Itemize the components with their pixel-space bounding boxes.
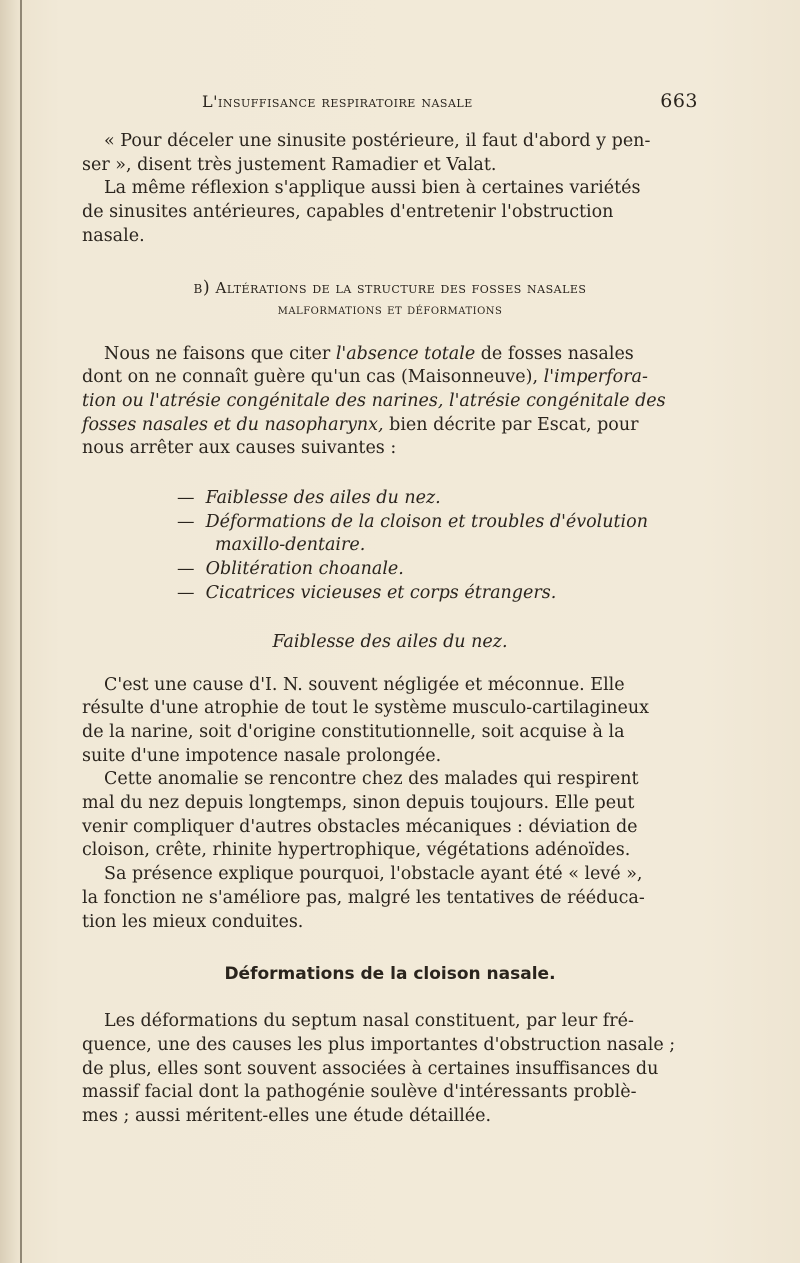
page-content	[82, 92, 698, 1129]
text-line: mal du nez depuis longtemps, sinon depuis toujours. Elle peut	[82, 793, 635, 814]
text-line: dont on ne connaît guère qu'un cas (Maisonneuve), l'imperfora-	[82, 367, 648, 388]
section-marker: b)	[193, 277, 211, 298]
text-line: Les déformations du septum nasal constituent, par leur fré-	[104, 1011, 634, 1032]
paragraph-septum	[82, 1010, 698, 1129]
list-item: — Déformations de la cloison et troubles d'évolution	[177, 511, 648, 532]
text-line: de sinusites antérieures, capables d'entretenir l'obstruction	[82, 202, 614, 223]
text-line: nous arrêter aux causes suivantes :	[82, 438, 397, 459]
text-line: venir compliquer d'autres obstacles mécaniques : déviation de	[82, 816, 638, 837]
paragraph-sinusite	[82, 130, 698, 177]
text-line: nasale.	[82, 225, 145, 246]
list-item: — Faiblesse des ailes du nez.	[177, 488, 441, 509]
paragraph-anomalie	[82, 768, 698, 863]
text-line: de plus, elles sont souvent associées à certaines insuffisances du	[82, 1058, 659, 1079]
text-line: quence, une des causes les plus importantes d'obstruction nasale ;	[82, 1034, 676, 1055]
subheading-faiblesse: Faiblesse des ailes du nez.	[272, 631, 508, 652]
running-header	[82, 92, 698, 118]
section-title-line1: Altérations de la structure des fosses nasales	[215, 278, 587, 297]
text-line: Cette anomalie se rencontre chez des malades qui respirent	[104, 769, 639, 790]
text-line: massif facial dont la pathogénie soulève d'intéressants problè-	[82, 1082, 637, 1103]
section-title-line2: malformations et déformations	[277, 301, 503, 318]
text-line: tion ou l'atrésie congénitale des narines, l'atrésie congénitale des	[82, 390, 666, 411]
paragraph-reflexion	[82, 177, 698, 248]
page-edge	[20, 0, 22, 1263]
paragraph-cause	[82, 674, 698, 769]
page-number: 663	[660, 90, 698, 112]
paragraph-presence	[82, 863, 698, 934]
paragraph-absence	[82, 343, 698, 462]
text-line: résulte d'une atrophie de tout le système musculo-cartilagineux	[82, 698, 649, 719]
list-item-continuation: maxillo-dentaire.	[215, 535, 366, 556]
list-item: — Cicatrices vicieuses et corps étrangers.	[177, 582, 557, 603]
text-line: de la narine, soit d'origine constitutionnelle, soit acquise à la	[82, 721, 625, 742]
text-line: cloison, crête, rhinite hypertrophique, végétations adénoïdes.	[82, 840, 631, 861]
causes-list	[177, 487, 698, 606]
text-line: Nous ne faisons que citer l'absence totale de fosses nasales	[104, 343, 634, 364]
text-line: la fonction ne s'améliore pas, malgré les tentatives de rééduca-	[82, 887, 645, 908]
text-line: fosses nasales et du nasopharynx, bien décrite par Escat, pour	[82, 414, 639, 435]
text-line: Sa présence explique pourquoi, l'obstacle ayant été « levé »,	[104, 864, 643, 885]
text-line: suite d'une impotence nasale prolongée.	[82, 745, 442, 766]
text-line: « Pour déceler une sinusite postérieure, il faut d'abord y pen-	[104, 131, 651, 151]
text-line: C'est une cause d'I. N. souvent négligée et méconnue. Elle	[104, 674, 625, 695]
running-title: L'insuffisance respiratoire nasale	[202, 92, 473, 111]
text-line: tion les mieux conduites.	[82, 911, 304, 932]
subheading-deformations: Déformations de la cloison nasale.	[224, 964, 556, 985]
list-item: — Oblitération choanale.	[177, 559, 404, 580]
text-line: ser », disent très justement Ramadier et Valat.	[82, 154, 497, 175]
text-line: mes ; aussi méritent-elles une étude détaillée.	[82, 1106, 492, 1127]
text-line: La même réflexion s'applique aussi bien à certaines variétés	[104, 178, 641, 199]
section-heading-b	[82, 277, 698, 321]
